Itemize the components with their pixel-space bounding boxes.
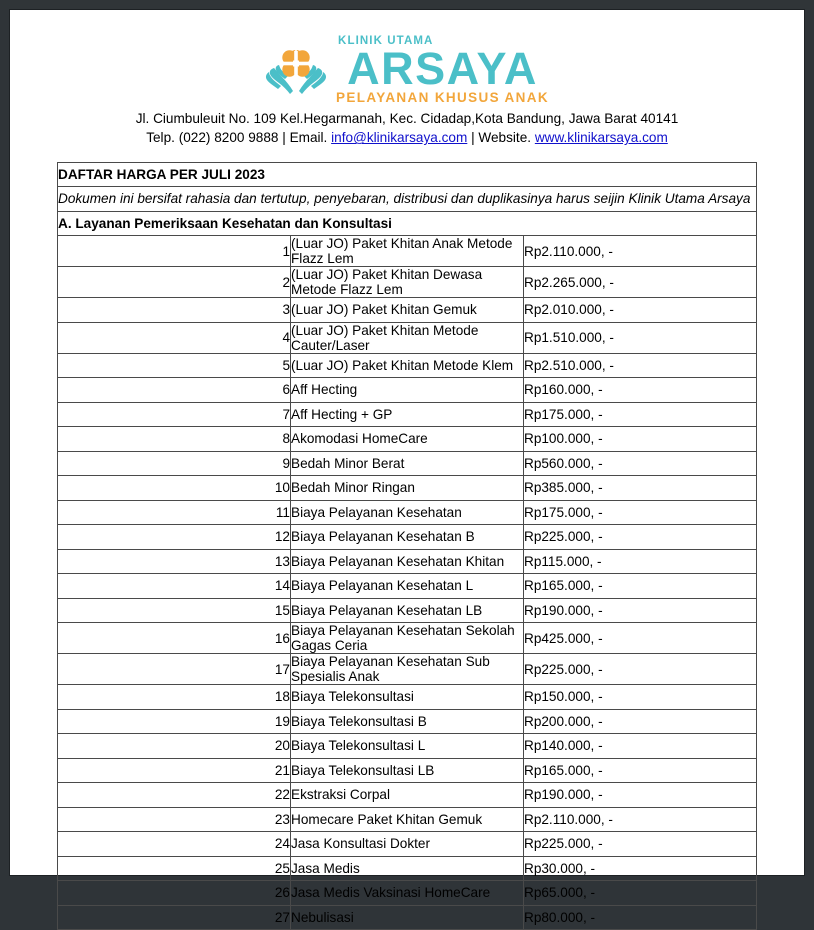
table-row — [58, 500, 757, 525]
row-number-cell: 17 — [58, 654, 291, 685]
table-row — [58, 758, 757, 783]
service-name-cell: Biaya Pelayanan Kesehatan B — [291, 525, 524, 550]
service-price-cell: Rp175.000, - — [524, 402, 757, 427]
table-row — [58, 549, 757, 574]
service-price-cell: Rp200.000, - — [524, 709, 757, 734]
table-row — [58, 654, 757, 685]
service-name-cell: (Luar JO) Paket Khitan Anak Metode Flazz Lem — [291, 236, 524, 267]
row-number-cell: 6 — [58, 378, 291, 403]
document-title-row — [58, 162, 757, 187]
row-number-cell: 19 — [58, 709, 291, 734]
service-price-cell: Rp2.010.000, - — [524, 298, 757, 323]
price-table-body — [58, 162, 757, 236]
service-name-cell: Bedah Minor Ringan — [291, 476, 524, 501]
table-row — [58, 623, 757, 654]
contact-separator-2: | — [467, 130, 479, 146]
table-row — [58, 451, 757, 476]
table-row — [58, 427, 757, 452]
service-price-cell: Rp560.000, - — [524, 451, 757, 476]
price-list-table — [57, 162, 757, 930]
service-price-cell: Rp1.510.000, - — [524, 322, 757, 353]
table-row — [58, 378, 757, 403]
row-number-cell: 20 — [58, 734, 291, 759]
service-price-cell: Rp385.000, - — [524, 476, 757, 501]
service-name-cell: Homecare Paket Khitan Gemuk — [291, 807, 524, 832]
row-number-cell: 13 — [58, 549, 291, 574]
clinic-phone: Telp. (022) 8200 9888 — [146, 130, 279, 146]
service-name-cell: (Luar JO) Paket Khitan Dewasa Metode Flazz Lem — [291, 267, 524, 298]
service-name-cell: Biaya Telekonsultasi B — [291, 709, 524, 734]
row-number-cell: 12 — [58, 525, 291, 550]
table-row — [58, 476, 757, 501]
logo-wordmark — [336, 36, 549, 104]
row-number-cell: 8 — [58, 427, 291, 452]
row-number-cell: 1 — [58, 236, 291, 267]
service-price-cell: Rp165.000, - — [524, 758, 757, 783]
service-price-cell: Rp2.110.000, - — [524, 236, 757, 267]
section-heading: A. Layanan Pemeriksaan Kesehatan dan Konsultasi — [58, 211, 757, 236]
service-name-cell: Biaya Pelayanan Kesehatan — [291, 500, 524, 525]
service-price-cell: Rp140.000, - — [524, 734, 757, 759]
service-price-cell: Rp150.000, - — [524, 685, 757, 710]
table-row — [58, 402, 757, 427]
service-name-cell: Biaya Pelayanan Kesehatan Khitan — [291, 549, 524, 574]
row-number-cell: 21 — [58, 758, 291, 783]
service-name-cell: Jasa Medis Vaksinasi HomeCare — [291, 881, 524, 906]
row-number-cell: 23 — [58, 807, 291, 832]
service-price-cell: Rp100.000, - — [524, 427, 757, 452]
service-price-cell: Rp190.000, - — [524, 783, 757, 808]
logo-tagline-bottom: PELAYANAN KHUSUS ANAK — [336, 89, 549, 105]
service-price-cell: Rp160.000, - — [524, 378, 757, 403]
service-price-cell: Rp225.000, - — [524, 832, 757, 857]
service-name-cell: Biaya Telekonsultasi L — [291, 734, 524, 759]
row-number-cell: 2 — [58, 267, 291, 298]
row-number-cell: 14 — [58, 574, 291, 599]
table-row — [58, 734, 757, 759]
email-link[interactable]: info@klinikarsaya.com — [331, 130, 468, 146]
service-price-cell: Rp115.000, - — [524, 549, 757, 574]
table-row — [58, 832, 757, 857]
email-label: Email. — [289, 130, 332, 146]
row-number-cell: 27 — [58, 905, 291, 930]
table-row — [58, 353, 757, 378]
row-number-cell: 22 — [58, 783, 291, 808]
table-row — [58, 322, 757, 353]
service-name-cell: Biaya Telekonsultasi — [291, 685, 524, 710]
service-price-cell: Rp30.000, - — [524, 856, 757, 881]
document-page — [10, 10, 804, 925]
service-name-cell: Nebulisasi — [291, 905, 524, 930]
service-price-cell: Rp80.000, - — [524, 905, 757, 930]
service-price-cell: Rp2.110.000, - — [524, 807, 757, 832]
service-name-cell: Biaya Telekonsultasi LB — [291, 758, 524, 783]
row-number-cell: 24 — [58, 832, 291, 857]
arsaya-hands-flower-logo-icon — [265, 44, 327, 96]
table-row — [58, 598, 757, 623]
row-number-cell: 3 — [58, 298, 291, 323]
section-heading-row — [58, 211, 757, 236]
service-name-cell: Biaya Pelayanan Kesehatan L — [291, 574, 524, 599]
row-number-cell: 7 — [58, 402, 291, 427]
table-row — [58, 267, 757, 298]
service-name-cell: (Luar JO) Paket Khitan Metode Klem — [291, 353, 524, 378]
service-name-cell: Jasa Konsultasi Dokter — [291, 832, 524, 857]
service-price-cell: Rp2.265.000, - — [524, 267, 757, 298]
table-row — [58, 807, 757, 832]
table-row — [58, 709, 757, 734]
price-rows-body — [58, 236, 757, 930]
table-row — [58, 298, 757, 323]
clinic-logo — [10, 34, 804, 105]
clinic-contact-block — [10, 109, 804, 148]
clinic-contact-line — [10, 128, 804, 147]
table-row — [58, 236, 757, 267]
row-number-cell: 18 — [58, 685, 291, 710]
website-link[interactable]: www.klinikarsaya.com — [534, 130, 668, 146]
table-row — [58, 881, 757, 906]
viewer-toolbar — [0, 0, 814, 10]
letterhead — [10, 10, 804, 148]
table-row — [58, 685, 757, 710]
service-price-cell: Rp225.000, - — [524, 654, 757, 685]
website-label: Website. — [478, 130, 535, 146]
service-price-cell: Rp2.510.000, - — [524, 353, 757, 378]
service-name-cell: (Luar JO) Paket Khitan Gemuk — [291, 298, 524, 323]
row-number-cell: 15 — [58, 598, 291, 623]
service-name-cell: Jasa Medis — [291, 856, 524, 881]
service-name-cell: Biaya Pelayanan Kesehatan Sekolah Gagas Ceria — [291, 623, 524, 654]
service-price-cell: Rp190.000, - — [524, 598, 757, 623]
service-price-cell: Rp175.000, - — [524, 500, 757, 525]
table-row — [58, 525, 757, 550]
price-list-table-wrapper — [57, 162, 757, 930]
service-price-cell: Rp65.000, - — [524, 881, 757, 906]
service-name-cell: Bedah Minor Berat — [291, 451, 524, 476]
contact-separator-1: | — [278, 130, 290, 146]
confidentiality-note: Dokumen ini bersifat rahasia dan tertutup, penyebaran, distribusi dan duplikasinya harus seijin Klinik Utama Arsaya — [58, 187, 757, 212]
table-row — [58, 574, 757, 599]
row-number-cell: 26 — [58, 881, 291, 906]
row-number-cell: 11 — [58, 500, 291, 525]
service-name-cell: Aff Hecting + GP — [291, 402, 524, 427]
clinic-address: Jl. Ciumbuleuit No. 109 Kel.Hegarmanah, Kec. Cidadap,Kota Bandung, Jawa Barat 40141 — [135, 111, 679, 126]
document-note-row — [58, 187, 757, 212]
document-title: DAFTAR HARGA PER JULI 2023 — [58, 162, 757, 187]
service-name-cell: Biaya Pelayanan Kesehatan LB — [291, 598, 524, 623]
service-name-cell: Aff Hecting — [291, 378, 524, 403]
service-price-cell: Rp225.000, - — [524, 525, 757, 550]
service-name-cell: Biaya Pelayanan Kesehatan Sub Spesialis Anak — [291, 654, 524, 685]
logo-brand-name: ARSAYA — [347, 43, 538, 95]
row-number-cell: 4 — [58, 322, 291, 353]
logo-tagline-top: KLINIK UTAMA — [338, 34, 434, 47]
service-price-cell: Rp165.000, - — [524, 574, 757, 599]
row-number-cell: 25 — [58, 856, 291, 881]
table-row — [58, 905, 757, 930]
service-name-cell: Ekstraksi Corpal — [291, 783, 524, 808]
row-number-cell: 9 — [58, 451, 291, 476]
service-price-cell: Rp425.000, - — [524, 623, 757, 654]
row-number-cell: 5 — [58, 353, 291, 378]
row-number-cell: 16 — [58, 623, 291, 654]
table-row — [58, 856, 757, 881]
service-name-cell: (Luar JO) Paket Khitan Metode Cauter/Laser — [291, 322, 524, 353]
row-number-cell: 10 — [58, 476, 291, 501]
service-name-cell: Akomodasi HomeCare — [291, 427, 524, 452]
table-row — [58, 783, 757, 808]
